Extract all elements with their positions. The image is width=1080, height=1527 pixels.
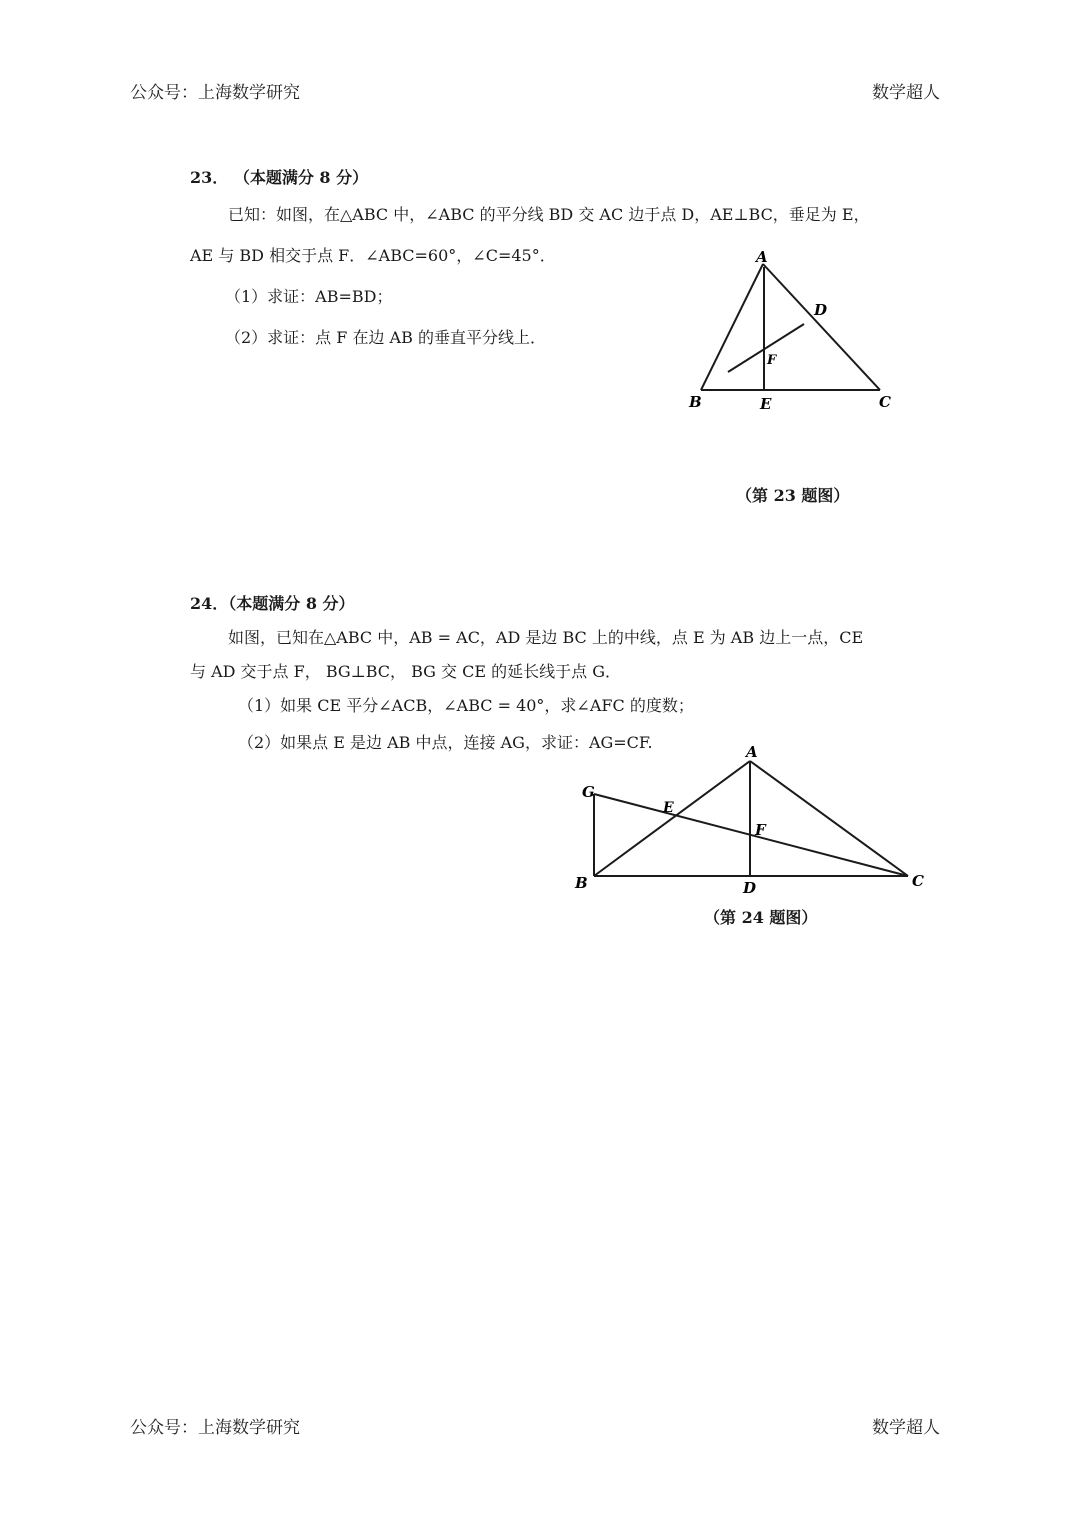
q24-part2: （2）如果点 E 是边 AB 中点，连接 AG，求证：AG=CF. xyxy=(238,733,653,752)
q23-label-b: B xyxy=(689,393,702,411)
q23-label-f: F xyxy=(767,353,777,368)
q24-line2: 与 AD 交于点 F， BG⊥BC， BG 交 CE 的延长线于点 G． xyxy=(190,662,621,681)
q24-caption: （第 24 题图） xyxy=(704,908,818,927)
q24-title: 24．（本题满分 8 分） xyxy=(190,594,355,613)
q24-label-e: E xyxy=(663,800,674,816)
q23-figure xyxy=(680,240,920,420)
q23-side-ac xyxy=(763,264,880,390)
q24-label-a: A xyxy=(746,743,758,761)
q23-title: 23． （本题满分 8 分） xyxy=(190,168,369,187)
q23-line2: AE 与 BD 相交于点 F．∠ABC=60°，∠C=45°． xyxy=(190,246,556,265)
q24-line1: 如图，已知在△ABC 中，AB = AC，AD 是边 BC 上的中线，点 E 为 AB 边上一点，CE xyxy=(228,628,864,647)
footer-left: 公众号：上海数学研究 xyxy=(130,1418,300,1438)
q23-label-c: C xyxy=(879,393,891,411)
q24-label-c: C xyxy=(912,872,924,890)
q23-line1: 已知：如图，在△ABC 中，∠ABC 的平分线 BD 交 AC 边于点 D，AE⊥BC，垂足为 E， xyxy=(228,205,870,224)
q23-label-e: E xyxy=(760,395,772,413)
q23-caption: （第 23 题图） xyxy=(736,486,850,505)
q24-label-g: G xyxy=(582,783,595,801)
q24-label-f: F xyxy=(755,821,766,839)
q24-side-ab xyxy=(594,761,750,876)
q24-figure xyxy=(560,738,950,898)
q24-side-ac xyxy=(750,761,908,876)
q23-side-ab xyxy=(701,264,763,390)
q24-label-d: D xyxy=(743,879,757,897)
header-left: 公众号：上海数学研究 xyxy=(130,83,300,103)
q23-part1: （1）求证：AB=BD； xyxy=(225,287,393,306)
q23-part2: （2）求证：点 F 在边 AB 的垂直平分线上． xyxy=(225,328,546,347)
q24-label-b: B xyxy=(575,874,588,892)
header-right: 数学超人 xyxy=(872,83,940,103)
footer-right: 数学超人 xyxy=(872,1418,940,1438)
q24-part1: （1）如果 CE 平分∠ACB，∠ABC = 40°，求∠AFC 的度数； xyxy=(238,696,694,715)
q23-label-a: A xyxy=(756,248,768,266)
q23-bisector-bd xyxy=(728,324,804,372)
q23-label-d: D xyxy=(814,301,828,319)
